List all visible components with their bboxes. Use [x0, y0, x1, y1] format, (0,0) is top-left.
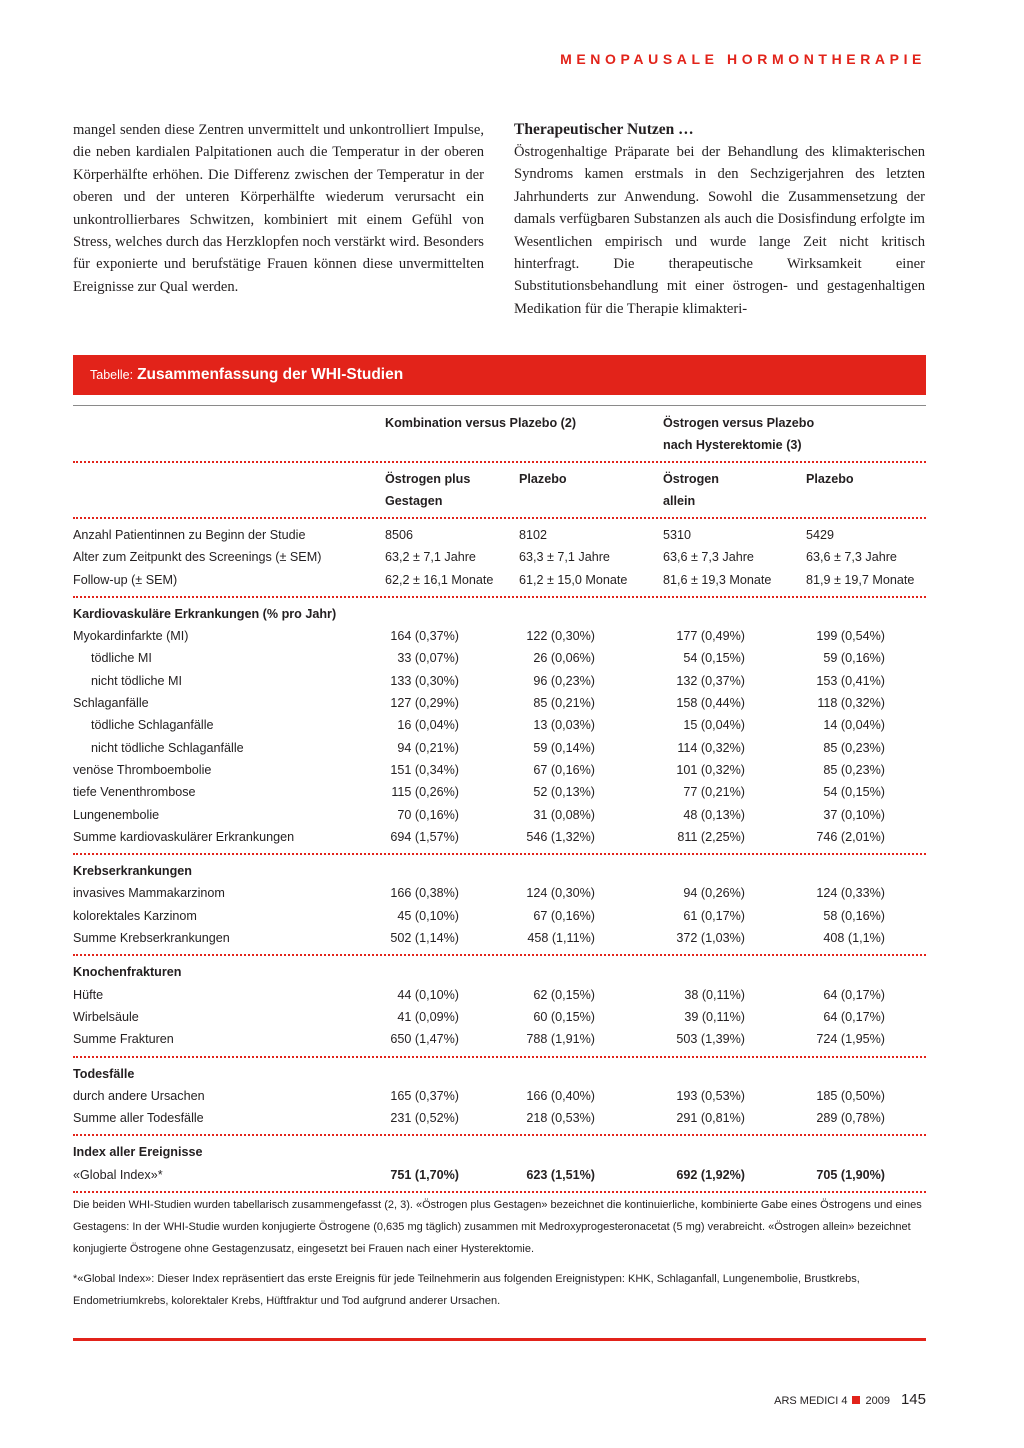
cell-estrogen-placebo: 185 (0,50%) [816, 1088, 885, 1103]
cell-estrogen-alone: 81,6 ± 19,3 Monate [663, 572, 772, 587]
cell-combination-estrogen: 8506 [385, 528, 414, 542]
subheader-placebo-2: Plazebo [806, 472, 854, 486]
footnote-1: Die beiden WHI-Studien wurden tabellarisch zusammengefasst (2, 3). «Östrogen plus Gestagen» bezeichnet die kontinuierliche, kombinierte Gabe eines Östrogens und eines Gestagens: In der WHI-Studie wurden konjugierte Östrogene (0,635 mg täglich) zusammen mit Medroxyprogesteronacetat (5 mg) verabreicht. «Östrogen allein» bezeichnet konjugierte Östrogene ohne Gestagenzusatz, eingesetzt bei Frauen nach einer Hysterektomie. [73, 1199, 922, 1255]
cell-combination-placebo: 166 (0,40%) [526, 1088, 595, 1103]
cell-estrogen-alone: 5310 [663, 528, 692, 542]
table-row [73, 625, 926, 647]
table-row [73, 546, 926, 568]
subheader-gestagen: Gestagen [385, 494, 443, 508]
cell-combination-placebo: 31 (0,08%) [533, 807, 595, 822]
cell-estrogen-alone: 193 (0,53%) [676, 1088, 745, 1103]
group-header-row-2 [73, 434, 926, 456]
table-row [73, 882, 926, 904]
row-label: Wirbelsäule [73, 1009, 139, 1024]
row-label: Lungenembolie [73, 807, 160, 822]
cell-estrogen-placebo: 408 (1,1%) [823, 931, 885, 946]
cell-estrogen-placebo: 81,9 ± 19,7 Monate [806, 572, 915, 587]
subheader-estrogen-plus: Östrogen plus [385, 472, 471, 486]
table-row [73, 692, 926, 714]
section-heading: Index aller Ereignisse [73, 1145, 203, 1160]
cell-estrogen-placebo: 118 (0,32%) [817, 696, 885, 711]
cell-combination-estrogen: 502 (1,14%) [390, 931, 459, 946]
body-column-left [73, 119, 484, 298]
section-heading: Kardiovaskuläre Erkrankungen (% pro Jahr) [73, 606, 337, 621]
row-label: Summe kardiovaskulärer Erkrankungen [73, 829, 295, 844]
row-label: Alter zum Zeitpunkt des Screenings (± SEM) [73, 550, 322, 565]
dotted-separator [73, 954, 926, 956]
group-header-estrogen-line2: nach Hysterektomie (3) [663, 438, 802, 452]
table-row [73, 737, 926, 759]
cell-combination-placebo: 124 (0,30%) [526, 886, 595, 901]
cell-combination-estrogen: 231 (0,52%) [390, 1111, 459, 1126]
row-label: «Global Index»* [73, 1167, 163, 1182]
cell-combination-estrogen: 166 (0,38%) [390, 886, 459, 901]
row-label: Schlaganfälle [73, 696, 149, 711]
cell-estrogen-alone: 77 (0,21%) [683, 785, 745, 800]
table-row [73, 1164, 926, 1186]
table-row [73, 826, 926, 848]
cell-combination-placebo: 62 (0,15%) [533, 987, 595, 1002]
section-heading: Knochenfrakturen [73, 965, 182, 980]
section-title: MENOPAUSALE HORMONTHERAPIE [560, 51, 926, 67]
subheading: Therapeutischer Nutzen … [514, 121, 694, 138]
page-number: 145 [900, 1391, 926, 1408]
page-footer [774, 1391, 926, 1408]
row-label: Hüfte [73, 987, 104, 1002]
dotted-separator [73, 596, 926, 598]
row-label: venöse Thromboembolie [73, 762, 212, 777]
cell-combination-placebo: 61,2 ± 15,0 Monate [519, 572, 628, 587]
table-row [73, 781, 926, 803]
table-title: Zusammenfassung der WHI-Studien [137, 366, 404, 383]
table-row [73, 1107, 926, 1129]
cell-combination-placebo: 85 (0,21%) [533, 696, 595, 711]
cell-estrogen-alone: 54 (0,15%) [683, 651, 745, 666]
table-row [73, 670, 926, 692]
group-header-estrogen: Östrogen versus Plazebo [663, 416, 815, 430]
cell-estrogen-placebo: 746 (2,01%) [816, 829, 885, 844]
row-label: Summe Krebserkrankungen [73, 931, 230, 946]
cell-estrogen-placebo: 289 (0,78%) [816, 1111, 885, 1126]
table-label: Tabelle: [90, 368, 134, 382]
subheader-row [73, 468, 926, 490]
table-row [73, 1085, 926, 1107]
section-rows [73, 596, 926, 1193]
section-heading: Todesfälle [73, 1066, 135, 1081]
cell-estrogen-alone: 61 (0,17%) [683, 908, 745, 923]
cell-estrogen-alone: 38 (0,11%) [684, 987, 745, 1002]
cell-combination-estrogen: 151 (0,34%) [390, 762, 459, 777]
table-row [73, 524, 926, 546]
table-row [73, 905, 926, 927]
cell-estrogen-placebo: 59 (0,16%) [823, 651, 885, 666]
cell-estrogen-placebo: 64 (0,17%) [823, 1009, 885, 1024]
table-row [73, 714, 926, 736]
table-row [73, 1006, 926, 1028]
row-label: kolorektales Karzinom [73, 908, 197, 923]
cell-combination-estrogen: 751 (1,70%) [390, 1167, 459, 1182]
cell-combination-placebo: 218 (0,53%) [526, 1111, 595, 1126]
dotted-separator [73, 1191, 926, 1193]
cell-combination-placebo: 8102 [519, 528, 548, 542]
cell-combination-placebo: 52 (0,13%) [533, 785, 595, 800]
subheader-alone: allein [663, 494, 696, 508]
square-bullet-icon [852, 1396, 860, 1404]
cell-estrogen-alone: 114 (0,32%) [677, 740, 745, 755]
table-row [73, 759, 926, 781]
table-row [73, 804, 926, 826]
dotted-separator [73, 461, 926, 463]
cell-estrogen-placebo: 58 (0,16%) [823, 908, 885, 923]
table-row [73, 647, 926, 669]
body-column-right [514, 119, 925, 320]
footnote-2: *«Global Index»: Dieser Index repräsentiert das erste Ereignis für jede Teilnehmerin aus folgenden Ereignistypen: KHK, Schlaganfall, Lungenembolie, Brustkrebs, Endometriumkrebs, kolorektaler Krebs, Hüftfraktur und Tod aufgrund anderer Ursachen. [73, 1273, 860, 1307]
cell-combination-placebo: 788 (1,91%) [526, 1032, 595, 1047]
bottom-rule [73, 1338, 926, 1341]
group-header-combination: Kombination versus Plazebo (2) [385, 416, 577, 430]
cell-estrogen-alone: 48 (0,13%) [683, 807, 745, 822]
row-label: nicht tödliche MI [91, 673, 182, 688]
journal-year: 2009 [865, 1395, 890, 1407]
cell-combination-estrogen: 45 (0,10%) [397, 908, 459, 923]
table-title-banner [73, 355, 926, 395]
cell-combination-placebo: 122 (0,30%) [526, 629, 595, 644]
table-row [73, 984, 926, 1006]
cell-estrogen-placebo: 724 (1,95%) [816, 1032, 885, 1047]
subheader-row-2 [73, 490, 926, 512]
cell-combination-placebo: 63,3 ± 7,1 Jahre [519, 550, 610, 565]
dotted-separator [73, 1134, 926, 1136]
cell-combination-estrogen: 115 (0,26%) [391, 785, 459, 800]
table-row [73, 1028, 926, 1050]
cell-estrogen-alone: 503 (1,39%) [676, 1032, 745, 1047]
row-label: tödliche Schlaganfälle [91, 718, 214, 733]
row-label: Summe aller Todesfälle [73, 1111, 204, 1126]
cell-estrogen-placebo: 5429 [806, 528, 835, 542]
row-label: nicht tödliche Schlaganfälle [91, 740, 244, 755]
cell-estrogen-placebo: 199 (0,54%) [816, 629, 885, 644]
cell-combination-estrogen: 33 (0,07%) [397, 651, 459, 666]
dotted-separator [73, 853, 926, 855]
body-paragraph: Östrogenhaltige Präparate bei der Behandlung des klimakterischen Syndroms kamen erstmals in den Sechzigerjahren des letzten Jahrhunderts zur Anwendung. Sowohl die Zusammensetzung der damals verfügbaren Substanzen als auch die Dosisfindung erfolgte im Wesentlichen empirisch und wurde lange Zeit nicht kritisch hinterfragt. Die therapeutische Wirksamkeit einer Substitutionsbehandlung mit einer östrogen- und gestagenhaltigen Medikation für die Therapie klimakteri- [514, 144, 925, 317]
dotted-separator [73, 517, 926, 519]
data-table [73, 405, 926, 1198]
dotted-separator [73, 1056, 926, 1058]
row-label: invasives Mammakarzinom [73, 886, 225, 901]
row-label: Follow-up (± SEM) [73, 572, 178, 587]
cell-combination-placebo: 96 (0,23%) [533, 673, 595, 688]
cell-combination-placebo: 546 (1,32%) [526, 829, 595, 844]
cell-estrogen-alone: 177 (0,49%) [676, 629, 745, 644]
cell-estrogen-alone: 101 (0,32%) [676, 762, 745, 777]
cell-estrogen-placebo: 63,6 ± 7,3 Jahre [806, 550, 897, 565]
cell-combination-estrogen: 133 (0,30%) [390, 673, 459, 688]
cell-combination-estrogen: 694 (1,57%) [390, 829, 459, 844]
cell-combination-estrogen: 127 (0,29%) [390, 696, 459, 711]
cell-estrogen-alone: 63,6 ± 7,3 Jahre [663, 550, 754, 565]
cell-combination-estrogen: 164 (0,37%) [390, 629, 459, 644]
cell-estrogen-placebo: 85 (0,23%) [823, 762, 885, 777]
cell-combination-estrogen: 44 (0,10%) [397, 987, 459, 1002]
cell-combination-estrogen: 62,2 ± 16,1 Monate [385, 572, 494, 587]
row-label: Myokardinfarkte (MI) [73, 629, 189, 644]
cell-combination-estrogen: 70 (0,16%) [397, 807, 459, 822]
cell-estrogen-alone: 291 (0,81%) [676, 1111, 745, 1126]
row-label: Summe Frakturen [73, 1032, 174, 1047]
cell-estrogen-placebo: 153 (0,41%) [816, 673, 885, 688]
table-row [73, 569, 926, 591]
cell-combination-estrogen: 16 (0,04%) [397, 718, 459, 733]
cell-estrogen-alone: 811 (2,25%) [677, 829, 745, 844]
cell-combination-estrogen: 165 (0,37%) [390, 1088, 459, 1103]
cell-combination-placebo: 623 (1,51%) [526, 1167, 595, 1182]
section-heading: Krebserkrankungen [73, 864, 192, 879]
cell-combination-placebo: 67 (0,16%) [533, 908, 595, 923]
cell-combination-placebo: 67 (0,16%) [533, 762, 595, 777]
cell-estrogen-placebo: 54 (0,15%) [823, 785, 885, 800]
row-label: durch andere Ursachen [73, 1088, 205, 1103]
table-footnotes [73, 1194, 926, 1312]
table-row [73, 927, 926, 949]
baseline-rows [73, 524, 926, 591]
row-label: tödliche MI [91, 651, 152, 666]
journal-name: ARS MEDICI 4 [774, 1395, 848, 1407]
group-header-row [73, 412, 926, 434]
cell-estrogen-placebo: 64 (0,17%) [823, 987, 885, 1002]
cell-estrogen-placebo: 705 (1,90%) [816, 1167, 885, 1182]
subheader-estrogen: Östrogen [663, 472, 719, 486]
cell-estrogen-alone: 39 (0,11%) [684, 1009, 745, 1024]
cell-combination-estrogen: 650 (1,47%) [390, 1032, 459, 1047]
cell-estrogen-placebo: 124 (0,33%) [816, 886, 885, 901]
cell-combination-placebo: 60 (0,15%) [533, 1009, 595, 1024]
cell-combination-placebo: 458 (1,11%) [527, 931, 595, 946]
cell-combination-estrogen: 63,2 ± 7,1 Jahre [385, 550, 476, 565]
cell-estrogen-placebo: 37 (0,10%) [823, 807, 885, 822]
cell-combination-placebo: 26 (0,06%) [533, 651, 595, 666]
cell-estrogen-alone: 692 (1,92%) [676, 1167, 745, 1182]
cell-estrogen-placebo: 14 (0,04%) [823, 718, 885, 733]
cell-estrogen-alone: 158 (0,44%) [676, 696, 745, 711]
cell-estrogen-alone: 372 (1,03%) [676, 931, 745, 946]
row-label: Anzahl Patientinnen zu Beginn der Studie [73, 528, 306, 542]
row-label: tiefe Venenthrombose [73, 785, 196, 800]
cell-estrogen-placebo: 85 (0,23%) [823, 740, 885, 755]
cell-estrogen-alone: 132 (0,37%) [676, 673, 745, 688]
cell-estrogen-alone: 94 (0,26%) [683, 886, 745, 901]
cell-estrogen-alone: 15 (0,04%) [683, 718, 745, 733]
body-paragraph: mangel senden diese Zentren unvermittelt und unkontrolliert Impulse, die neben kardialen Palpitationen auch die Temperatur in der oberen Körperhälfte erhöhen. Die Differenz zwischen der Temperatur in der oberen und der unteren Körperhälfte wiederum verursacht ein unkontrollierbares Schwitzen, kombiniert mit einem Gefühl von Stress, welches durch das Herzklopfen noch verstärkt wird. Besonders für exponierte und berufstätige Frauen können diese unvermittelten Ereignisse zur Qual werden. [73, 122, 484, 295]
cell-combination-estrogen: 94 (0,21%) [397, 740, 459, 755]
subheader-placebo-1: Plazebo [519, 472, 567, 486]
cell-combination-estrogen: 41 (0,09%) [397, 1009, 459, 1024]
cell-combination-placebo: 59 (0,14%) [533, 740, 595, 755]
cell-combination-placebo: 13 (0,03%) [533, 718, 595, 733]
